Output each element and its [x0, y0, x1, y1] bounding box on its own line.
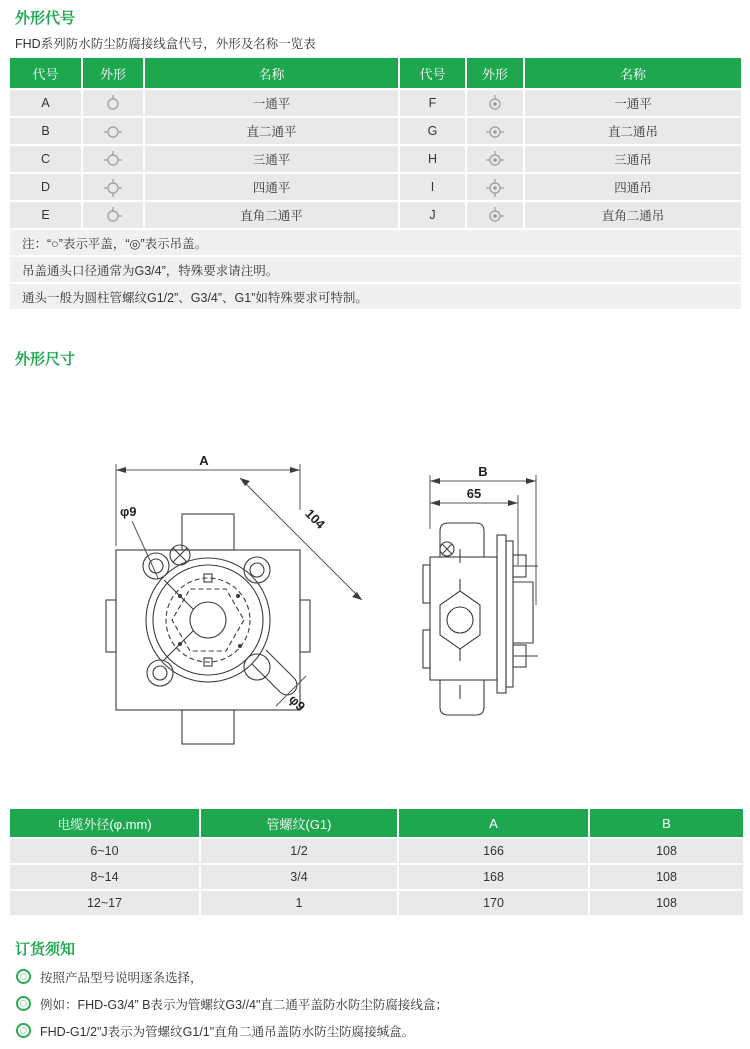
circle-stub-top-icon: [101, 92, 125, 114]
thread-cell: 1: [201, 891, 397, 915]
shape-cell: [467, 90, 523, 116]
dim-b-label: B: [478, 464, 488, 479]
name-cell: 四通吊: [525, 174, 741, 200]
dim-a-label: A: [199, 453, 209, 468]
list-item: [16, 963, 448, 990]
dim-b-cell: 108: [590, 839, 743, 863]
stub-dim-label: φ9: [286, 691, 309, 714]
code-cell: D: [10, 174, 81, 200]
circle-stub-all-sides-icon: [101, 176, 125, 198]
code-cell: B: [10, 118, 81, 144]
ordering-note-text: 按照产品型号说明逐条选择，: [40, 970, 203, 985]
code-cell: C: [10, 146, 81, 172]
col-header-cable-od: 电缆外径(φ.mm): [10, 809, 199, 837]
code-cell: E: [10, 202, 81, 228]
shape-cell: [467, 202, 523, 228]
col-header-b: B: [590, 809, 743, 837]
col-header-shape: 外形: [83, 58, 143, 88]
dim-65-label: 65: [466, 486, 482, 501]
table-note: 吊盖通头口径通常为G3/4”，特殊要求请注明。: [10, 257, 741, 282]
circle-dot-stub-top-icon: [483, 92, 507, 114]
dim-a-cell: 168: [399, 865, 588, 889]
col-header-code: 代号: [400, 58, 465, 88]
list-item: [16, 1017, 448, 1044]
code-table-caption: FHD系列防水防尘防腐接线盒代号，外形及名称一览表: [15, 37, 316, 51]
name-cell: 直角二通平: [145, 202, 398, 228]
code-cell: F: [400, 90, 465, 116]
col-header-thread: 管螺纹(G1): [201, 809, 397, 837]
name-cell: 一通平: [525, 90, 741, 116]
shape-cell: [467, 118, 523, 144]
code-cell: J: [400, 202, 465, 228]
ordering-note-text: FHD-G1/2"J表示为管螺纹G1/1"直角二通吊盖防水防尘防腐接缄盒。: [40, 1024, 415, 1039]
ordering-note-text: 例如：FHD-G3/4” B表示为管螺纹G3//4"直二通平盖防水防尘防腐接线盒；: [40, 997, 448, 1012]
circle-dot-stub-left-right-top-icon: [483, 148, 507, 170]
name-cell: 三通平: [145, 146, 398, 172]
dim-a-cell: 170: [399, 891, 588, 915]
table-note: 注：“○”表示平盖，“◎”表示吊盖。: [10, 230, 741, 255]
dim-a-cell: 166: [399, 839, 588, 863]
name-cell: 一通平: [145, 90, 398, 116]
name-cell: 直二通平: [145, 118, 398, 144]
shape-code-table: [10, 58, 741, 309]
col-header-a: A: [399, 809, 588, 837]
col-header-code: 代号: [10, 58, 81, 88]
cable-od-cell: 6~10: [10, 839, 199, 863]
code-cell: A: [10, 90, 81, 116]
name-cell: 直角二通吊: [525, 202, 741, 228]
table-note: 通头一般为圆柱管螺纹G1/2”、G3/4”、G1”如特殊要求可特制。: [10, 284, 741, 309]
hole-dim-label: φ9: [120, 504, 137, 519]
code-cell: H: [400, 146, 465, 172]
dimension-table: [10, 809, 743, 915]
name-cell: 直二通吊: [525, 118, 741, 144]
shape-cell: [83, 118, 143, 144]
section-title-shape-codes: 外形代号: [15, 10, 76, 27]
dim-b-cell: 108: [590, 865, 743, 889]
section-title-ordering: 订货须知: [15, 941, 76, 958]
list-item: [16, 990, 448, 1017]
shape-cell: [467, 146, 523, 172]
shape-cell: [83, 90, 143, 116]
shape-cell: [83, 146, 143, 172]
col-header-name: 名称: [525, 58, 741, 88]
col-header-name: 名称: [145, 58, 398, 88]
front-view-drawing: [100, 448, 380, 748]
name-cell: 四通平: [145, 174, 398, 200]
code-cell: G: [400, 118, 465, 144]
shape-cell: [467, 174, 523, 200]
circle-stub-left-right-icon: [101, 120, 125, 142]
cable-od-cell: 12~17: [10, 891, 199, 915]
shape-cell: [83, 174, 143, 200]
ring-bullet-icon: [16, 996, 31, 1011]
col-header-shape: 外形: [467, 58, 523, 88]
dim-b-cell: 108: [590, 891, 743, 915]
thread-cell: 1/2: [201, 839, 397, 863]
section-title-dimensions: 外形尺寸: [15, 351, 76, 368]
shape-cell: [83, 202, 143, 228]
circle-dot-stub-all-sides-icon: [483, 176, 507, 198]
diag-dim-label: 104: [302, 505, 329, 532]
name-cell: 三通吊: [525, 146, 741, 172]
code-cell: I: [400, 174, 465, 200]
thread-cell: 3/4: [201, 865, 397, 889]
circle-stub-top-right-icon: [101, 204, 125, 226]
ring-bullet-icon: [16, 1023, 31, 1038]
ordering-notes-list: [16, 963, 448, 1044]
circle-dot-stub-top-right-icon: [483, 204, 507, 226]
circle-stub-left-right-top-icon: [101, 148, 125, 170]
side-view-drawing: [420, 445, 580, 745]
cable-od-cell: 8~14: [10, 865, 199, 889]
circle-dot-stub-left-right-icon: [483, 120, 507, 142]
ring-bullet-icon: [16, 969, 31, 984]
